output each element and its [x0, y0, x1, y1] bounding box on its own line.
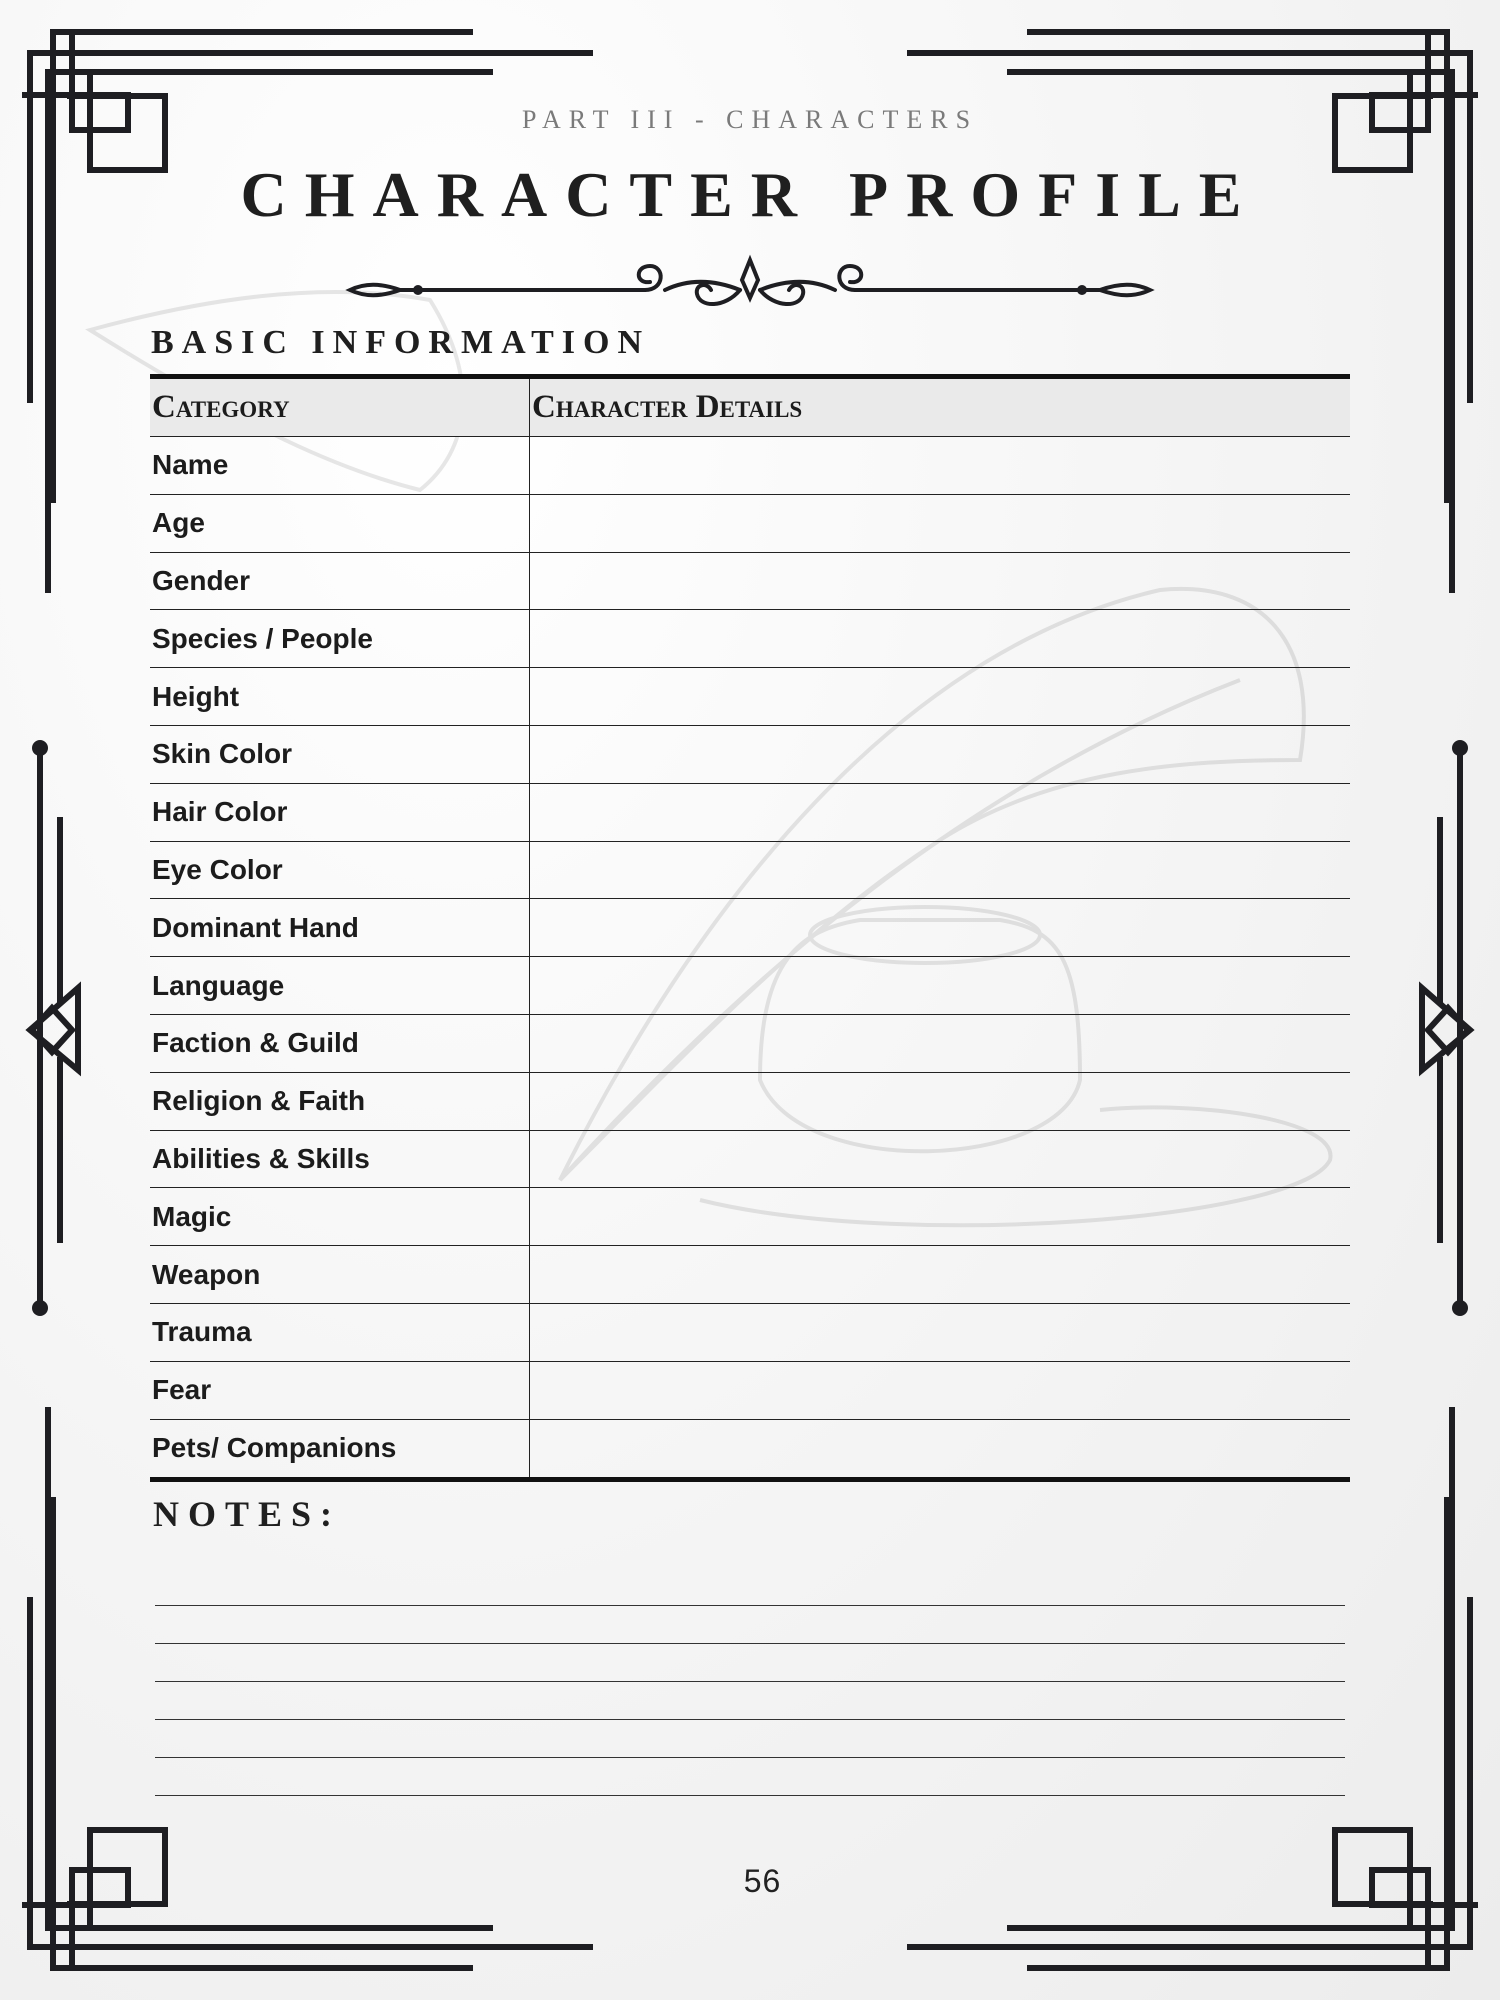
details-cell[interactable] [530, 553, 1350, 610]
table-row [150, 842, 1350, 900]
title-flourish-divider [345, 250, 1155, 312]
details-cell[interactable] [530, 726, 1350, 783]
table-row [150, 1073, 1350, 1131]
details-cell[interactable] [530, 1420, 1350, 1478]
details-cell[interactable] [530, 610, 1350, 667]
category-cell: Language [150, 957, 530, 1014]
details-cell[interactable] [530, 1362, 1350, 1419]
category-cell: Eye Color [150, 842, 530, 899]
basic-information-table [150, 374, 1350, 1482]
section-title-basic-information: BASIC INFORMATION [151, 324, 651, 361]
column-header-category: Category [150, 379, 530, 436]
table-row [150, 1188, 1350, 1246]
category-cell: Fear [150, 1362, 530, 1419]
table-row [150, 1131, 1350, 1189]
notes-line[interactable] [155, 1720, 1345, 1758]
category-cell: Height [150, 668, 530, 725]
side-ornament-left [30, 748, 78, 1308]
notes-line[interactable] [155, 1758, 1345, 1796]
notes-line[interactable] [155, 1682, 1345, 1720]
table-row [150, 1420, 1350, 1478]
details-cell[interactable] [530, 1246, 1350, 1303]
category-cell: Gender [150, 553, 530, 610]
page-number: 56 [743, 1863, 782, 1899]
notes-line[interactable] [155, 1606, 1345, 1644]
table-header-row [150, 379, 1350, 437]
details-cell[interactable] [530, 1131, 1350, 1188]
table-row [150, 726, 1350, 784]
table-row [150, 668, 1350, 726]
category-cell: Religion & Faith [150, 1073, 530, 1130]
table-row [150, 1304, 1350, 1362]
details-cell[interactable] [530, 668, 1350, 725]
details-cell[interactable] [530, 1015, 1350, 1072]
details-cell[interactable] [530, 899, 1350, 956]
notes-label: NOTES: [153, 1494, 342, 1534]
category-cell: Hair Color [150, 784, 530, 841]
table-row [150, 553, 1350, 611]
details-cell[interactable] [530, 495, 1350, 552]
details-cell[interactable] [530, 437, 1350, 494]
table-row [150, 1015, 1350, 1073]
table-row [150, 1246, 1350, 1304]
notes-line[interactable] [155, 1568, 1345, 1606]
side-ornament-right [1422, 748, 1470, 1308]
part-label: PART III - CHARACTERS [521, 105, 979, 134]
table-body [150, 437, 1350, 1477]
category-cell: Magic [150, 1188, 530, 1245]
table-row [150, 957, 1350, 1015]
table-row [150, 495, 1350, 553]
table-row [150, 437, 1350, 495]
details-cell[interactable] [530, 957, 1350, 1014]
details-cell[interactable] [530, 842, 1350, 899]
table-row [150, 784, 1350, 842]
category-cell: Faction & Guild [150, 1015, 530, 1072]
page-title: CHARACTER PROFILE [240, 159, 1260, 230]
notes-line[interactable] [155, 1644, 1345, 1682]
table-row [150, 610, 1350, 668]
category-cell: Age [150, 495, 530, 552]
details-cell[interactable] [530, 1073, 1350, 1130]
details-cell[interactable] [530, 784, 1350, 841]
category-cell: Trauma [150, 1304, 530, 1361]
category-cell: Skin Color [150, 726, 530, 783]
column-header-character-details: Character Details [532, 389, 803, 425]
details-cell[interactable] [530, 1304, 1350, 1361]
category-cell: Name [150, 437, 530, 494]
category-cell: Dominant Hand [150, 899, 530, 956]
category-cell: Abilities & Skills [150, 1131, 530, 1188]
category-cell: Weapon [150, 1246, 530, 1303]
notes-lines [155, 1568, 1345, 1796]
details-cell[interactable] [530, 1188, 1350, 1245]
category-cell: Pets/ Companions [150, 1420, 530, 1478]
table-row [150, 1362, 1350, 1420]
table-row [150, 899, 1350, 957]
category-cell: Species / People [150, 610, 530, 667]
